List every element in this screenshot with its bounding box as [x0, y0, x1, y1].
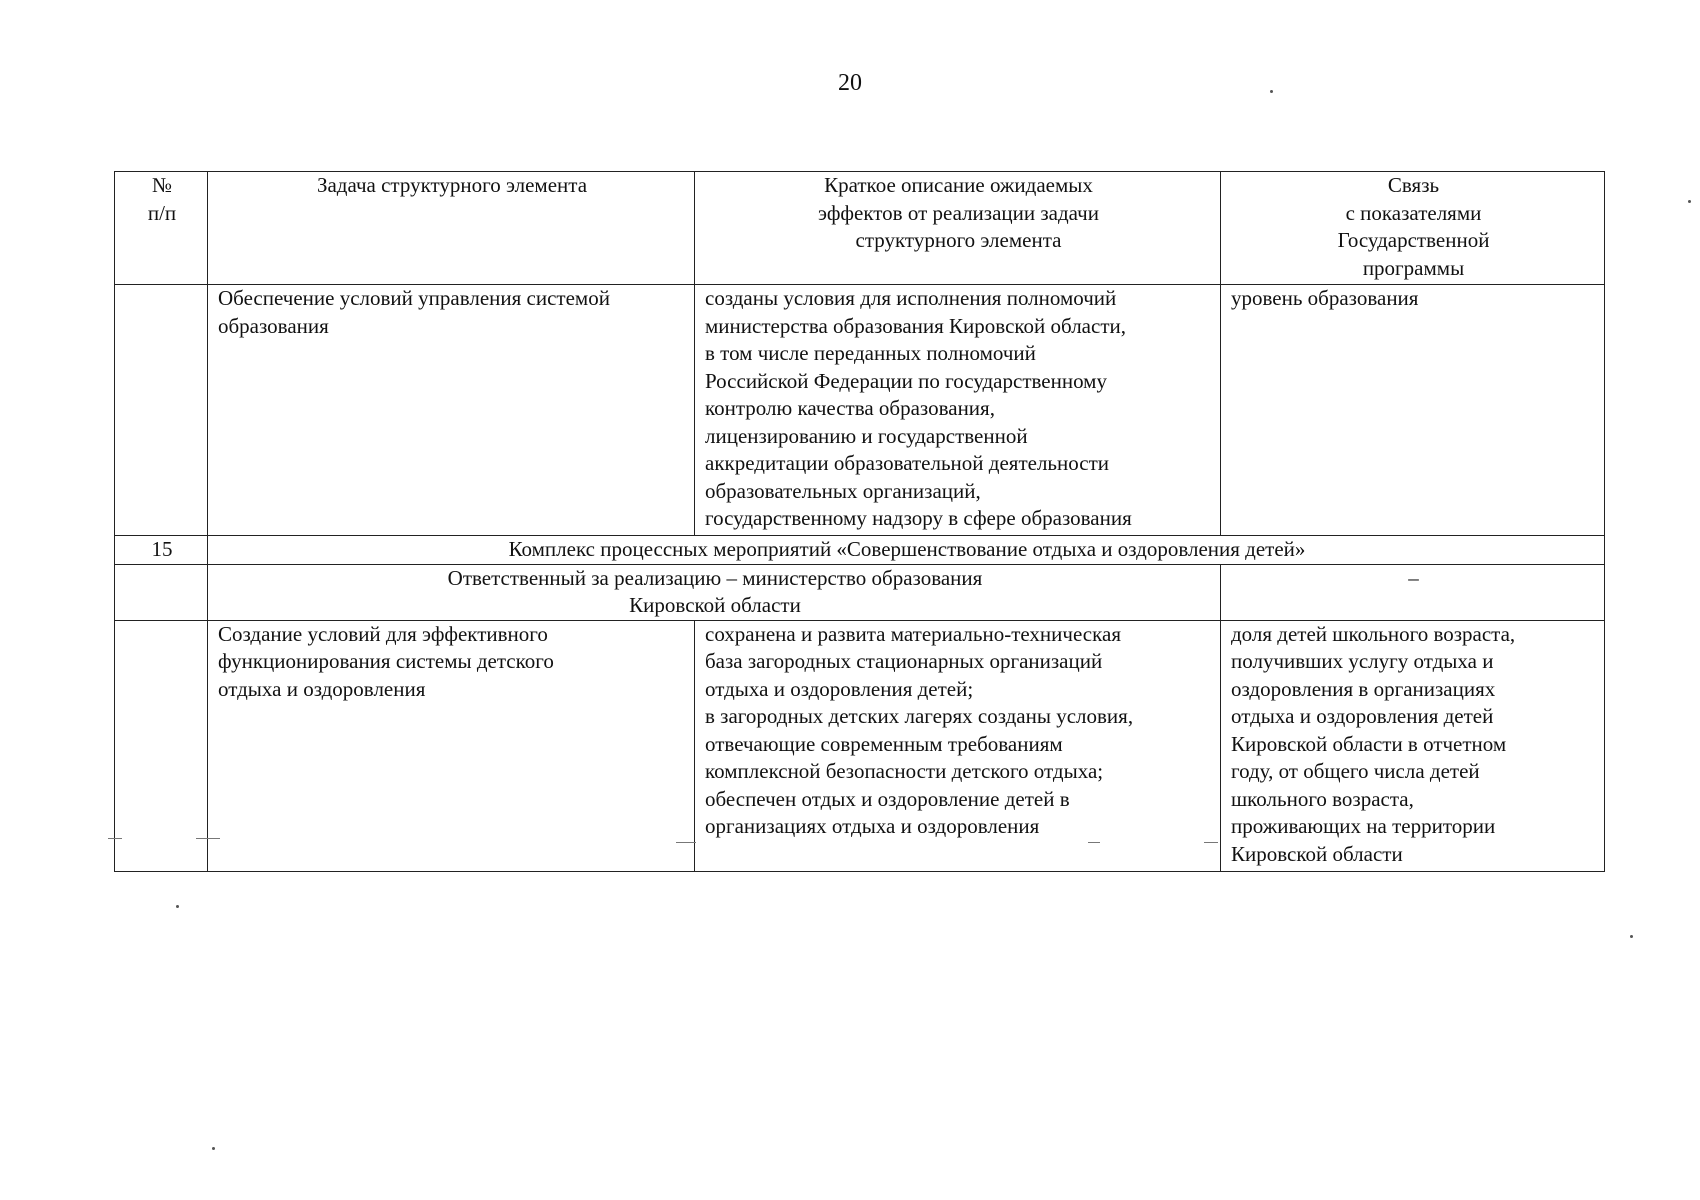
scan-speck — [176, 905, 179, 908]
responsible-text — [208, 564, 1221, 620]
task-line: Создание условий для эффективного — [218, 621, 548, 646]
row-number — [115, 285, 208, 536]
header-link-line: Государственной — [1337, 228, 1490, 252]
link-line: году, от общего числа детей — [1231, 759, 1480, 783]
effects-line: государственному надзору в сфере образования — [705, 506, 1132, 530]
link-line: уровень образования — [1231, 286, 1419, 310]
header-effects-line: Краткое описание ожидаемых — [824, 173, 1093, 197]
effects-line: в загородных детских лагерях созданы условия, — [705, 704, 1134, 728]
effects-line: лицензированию и государственной — [705, 423, 1028, 448]
effects-line: обеспечен отдых и оздоровление детей в — [705, 786, 1070, 811]
table-header-row — [115, 172, 1605, 285]
header-link-line: Связь — [1387, 173, 1440, 197]
header-link — [1221, 172, 1605, 285]
effects-line: образовательных организаций, — [705, 478, 981, 503]
effects-line: сохранена и развита материально-техническая — [705, 621, 1121, 646]
effects-line: аккредитации образовательной деятельности — [705, 451, 1110, 475]
scan-mark — [1204, 842, 1218, 843]
link-line: школьного возраста, — [1231, 786, 1414, 811]
link-line: доля детей школьного возраста, — [1231, 621, 1516, 646]
complex-number: 15 — [115, 536, 208, 565]
row-effects — [695, 620, 1221, 871]
header-number — [115, 172, 208, 285]
scan-mark — [108, 838, 122, 839]
row-link — [1221, 285, 1605, 536]
scan-mark — [676, 842, 696, 843]
scan-speck — [212, 1147, 215, 1150]
row-effects — [695, 285, 1221, 536]
responsible-value: – — [1221, 564, 1605, 620]
responsible-line: Ответственный за реализацию – министерство образования — [447, 565, 983, 590]
link-line: проживающих на территории — [1231, 814, 1496, 838]
effects-line: контролю качества образования, — [705, 396, 995, 420]
page-number: 20 — [838, 70, 862, 96]
task-line: отдыха и оздоровления — [218, 676, 426, 701]
row-number — [115, 620, 208, 871]
responsible-line: Кировской области — [629, 593, 801, 617]
header-task: Задача структурного элемента — [208, 172, 695, 285]
link-line: Кировской области — [1231, 841, 1403, 866]
scan-mark — [1088, 842, 1100, 843]
row-task — [208, 285, 695, 536]
scan-mark — [196, 838, 220, 839]
task-line: функционирования системы детского — [218, 649, 554, 673]
task-line: Обеспечение условий управления системой — [218, 286, 610, 310]
scan-speck — [1688, 200, 1691, 203]
responsible-empty — [115, 564, 208, 620]
header-number-line: п/п — [147, 200, 177, 225]
link-line: Кировской области в отчетном — [1231, 731, 1507, 756]
effects-line: созданы условия для исполнения полномочий — [705, 286, 1117, 310]
link-line: получивших услугу отдыха и — [1231, 649, 1494, 673]
scan-speck — [1630, 935, 1633, 938]
effects-line: Российской Федерации по государственному — [705, 368, 1107, 393]
link-line: оздоровления в организациях — [1231, 676, 1496, 701]
responsible-row — [115, 564, 1605, 620]
table-row — [115, 620, 1605, 871]
effects-line: база загородных стационарных организаций — [705, 649, 1103, 673]
effects-line: отдыха и оздоровления детей; — [705, 676, 974, 701]
complex-row — [115, 536, 1605, 565]
link-line: отдыха и оздоровления детей — [1231, 704, 1494, 728]
effects-line: в том числе переданных полномочий — [705, 341, 1036, 365]
effects-line: комплексной безопасности детского отдыха; — [705, 759, 1104, 783]
program-table — [114, 171, 1605, 872]
table-row — [115, 285, 1605, 536]
header-link-line: программы — [1362, 255, 1465, 280]
header-effects — [695, 172, 1221, 285]
effects-line: организациях отдыха и оздоровления — [705, 814, 1040, 838]
row-link — [1221, 620, 1605, 871]
task-line: образования — [218, 313, 329, 338]
header-effects-line: структурного элемента — [855, 228, 1062, 252]
header-link-line: с показателями — [1345, 200, 1482, 225]
header-number-line: № — [151, 173, 173, 197]
effects-line: министерства образования Кировской области, — [705, 313, 1126, 338]
scan-speck — [1270, 90, 1273, 93]
row-task — [208, 620, 695, 871]
header-effects-line: эффектов от реализации задачи — [818, 200, 1099, 225]
complex-title: Комплекс процессных мероприятий «Совершенствование отдыха и оздоровления детей» — [208, 536, 1605, 565]
effects-line: отвечающие современным требованиям — [705, 731, 1063, 756]
